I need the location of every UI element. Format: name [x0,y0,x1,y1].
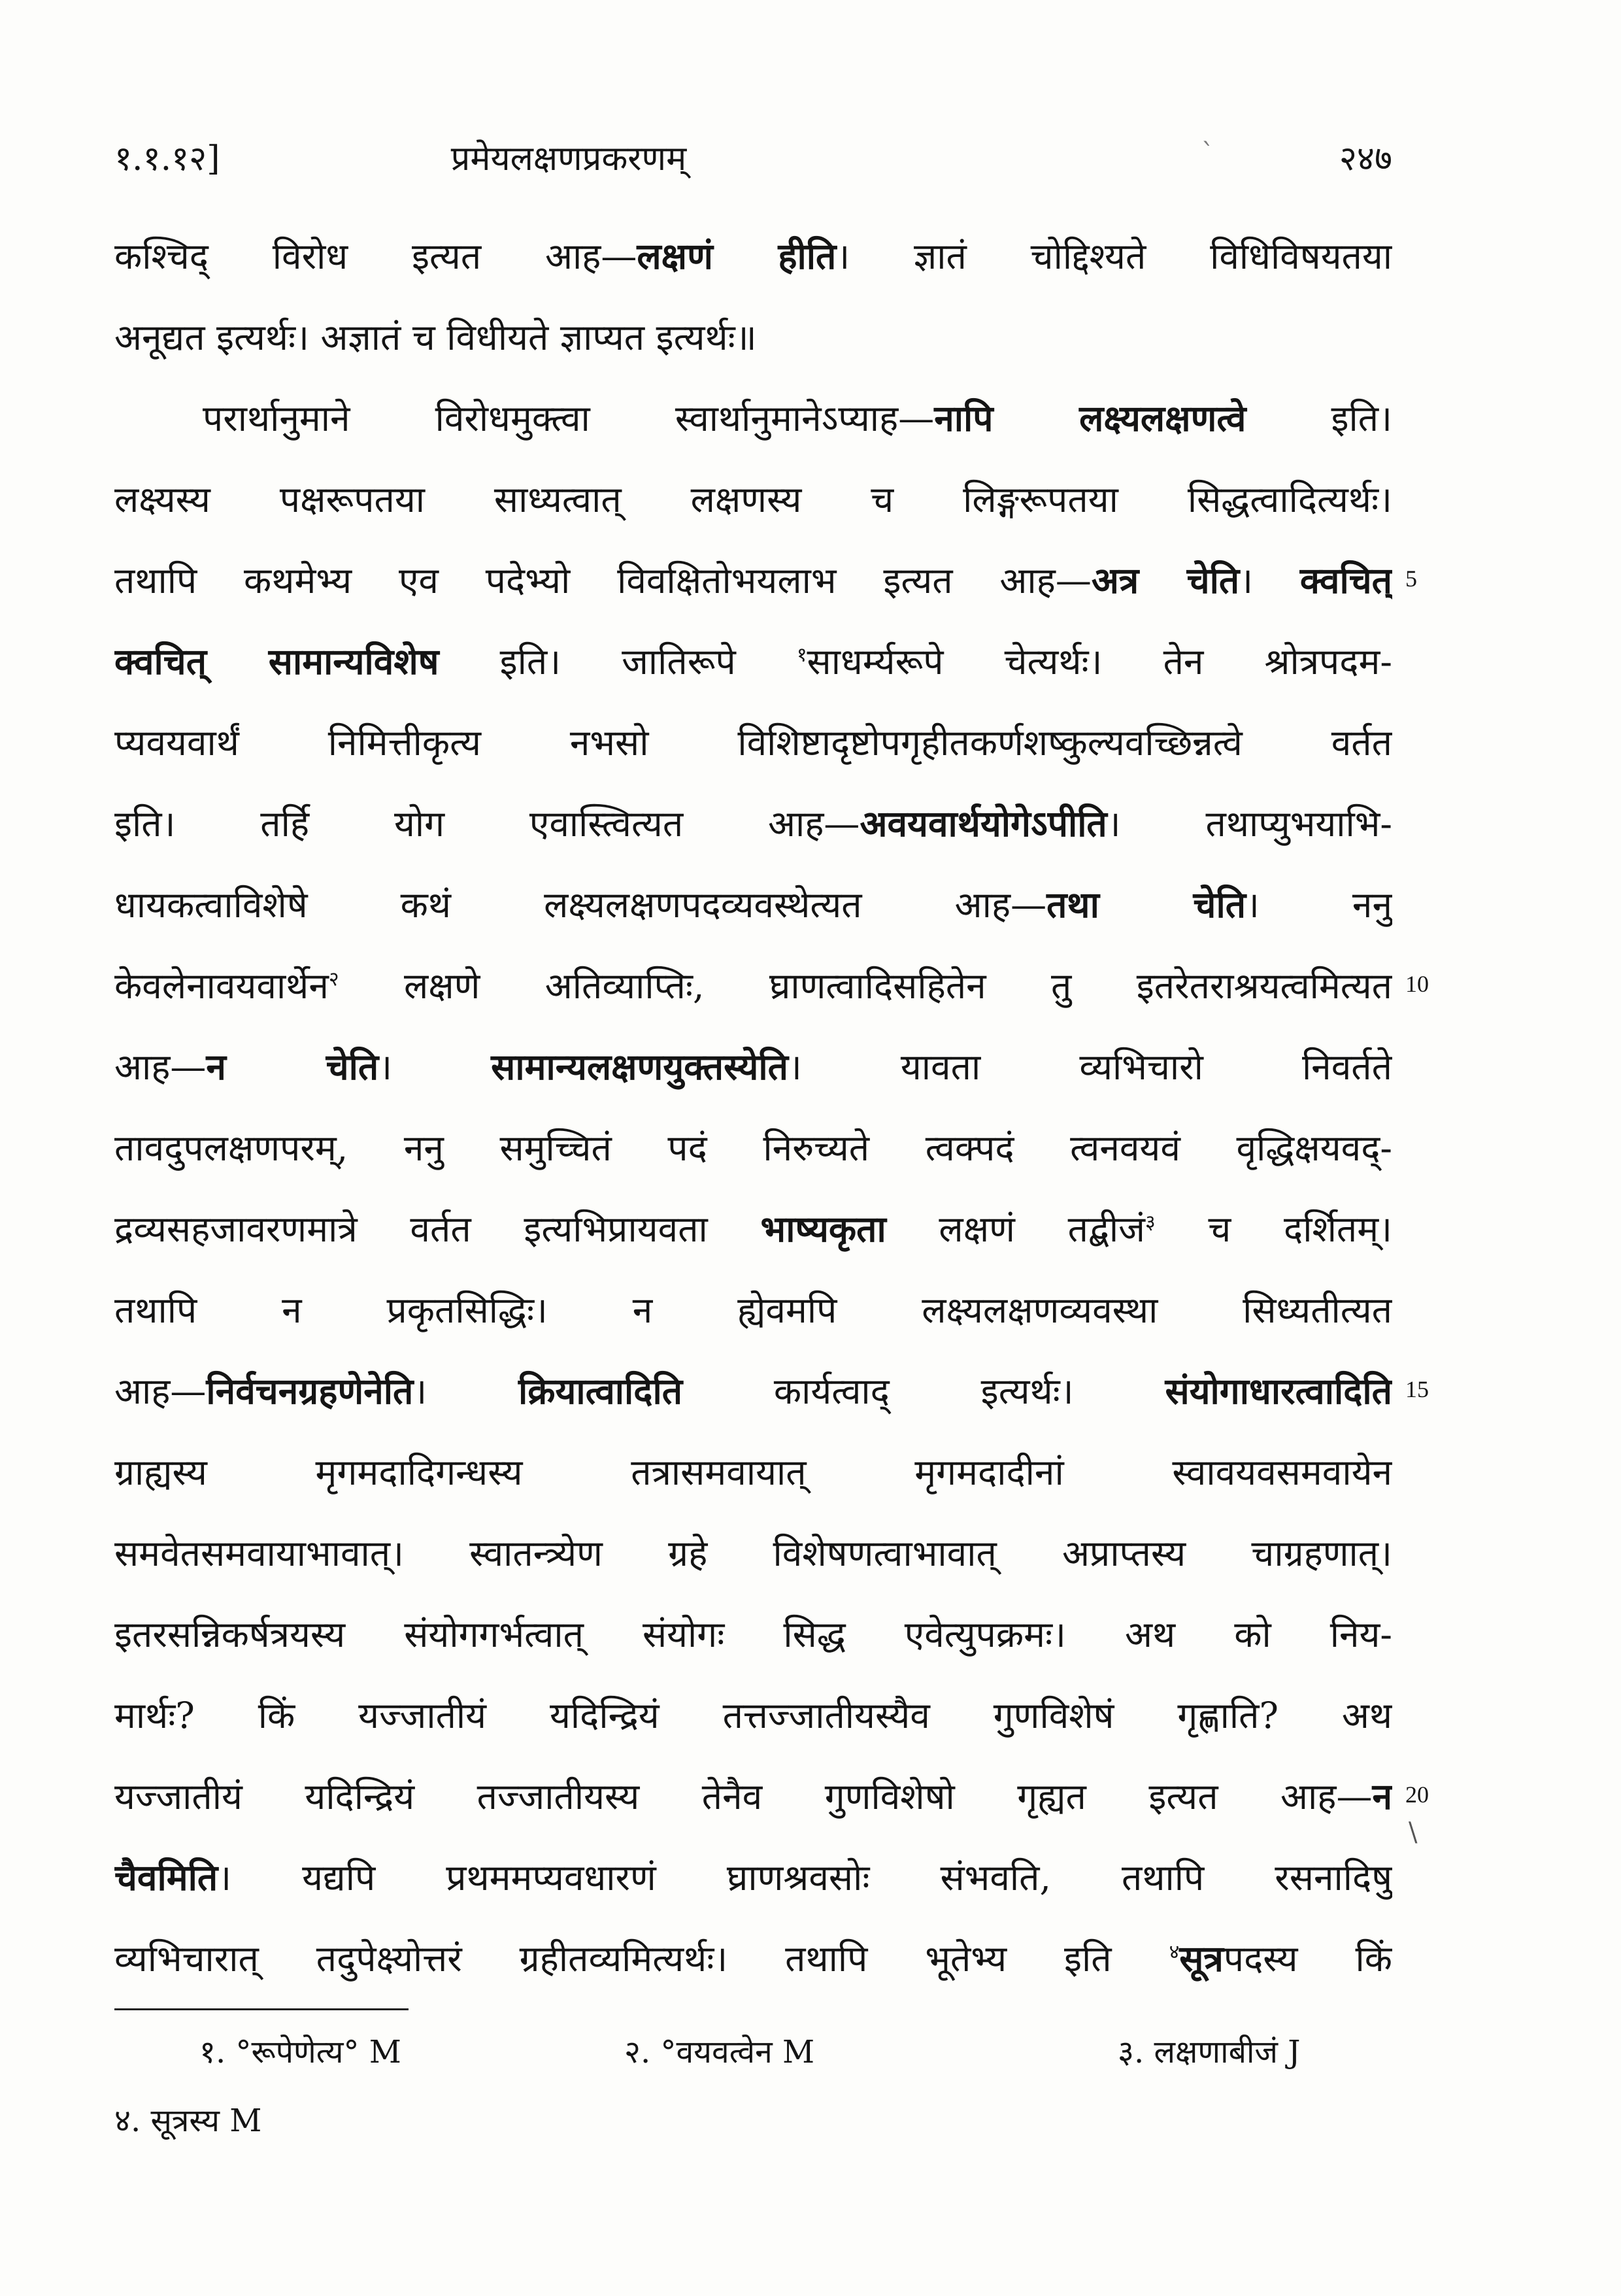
text-segment: लक्षणे अतिव्याप्तिः, घ्राणत्वादिसहितेन तु इतरेतराश्रयत्वमित्यत [339,965,1392,1007]
bold-term: अत्र चेति [1091,559,1240,601]
text-segment: केवलेनावयवार्थेन [114,965,329,1007]
text-line [114,1675,1392,1756]
text-segment: च दर्शितम्। [1155,1208,1392,1250]
body-text [114,216,1392,1999]
text-line [114,783,1392,864]
text-segment: तथापि न प्रकृतसिद्धिः। न ह्येवमपि लक्ष्यलक्षणव्यवस्था सिध्यतीत्यत [114,1289,1392,1331]
text-segment: तावदुपलक्षणपरम्, ननु समुच्चितं पदं निरुच्यते त्वक्पदं त्वनवयवं वृद्धिक्षयवद्- [114,1127,1392,1169]
text-line [114,1756,1392,1837]
text-segment: । [378,1046,492,1088]
bold-term: लक्षणं हीति [637,235,837,277]
text-line [114,216,1392,297]
footnote-1: १. °रूपेणेत्य° M [199,2034,401,2070]
text-line [114,378,1392,459]
text-segment: लक्ष्यस्य पक्षरूपतया साध्यत्वात् लक्षणस्य च लिङ्गरूपतया सिद्धत्वादित्यर्थः। [114,479,1392,520]
text-segment: अनूद्यत इत्यर्थः। अज्ञातं च विधीयते ज्ञाप्यत इत्यर्थः॥ [114,316,757,358]
text-segment: । [413,1370,518,1412]
bold-term: क्वचित् [1299,559,1392,601]
text-segment: आह— [114,1046,207,1088]
line-number: 10 [1405,971,1429,997]
text-line [114,540,1392,621]
text-segment: समवेतसमवायाभावात्। स्वातन्त्र्येण ग्रहे विशेषणत्वाभावात् अप्राप्तस्य चाग्रहणात्। [114,1532,1392,1574]
text-segment: । तथाप्युभयाभि- [1107,803,1392,845]
text-segment: इतरसन्निकर्षत्रयस्य संयोगगर्भत्वात् संयोगः सिद्ध एवेत्युपक्रमः। अथ को निय- [114,1613,1392,1655]
text-segment: । ननु [1246,884,1392,926]
text-segment: पदस्य किं [1223,1938,1392,1980]
line-number: 20 [1405,1781,1429,1808]
footnote-marker: ३ [1145,1211,1156,1234]
text-segment: यज्जातीयं यदिन्द्रियं तज्जातीयस्य तेनैव गुणविशेषो गृह्यत इत्यत आह— [114,1776,1373,1817]
bold-term: तथा चेति [1046,883,1246,926]
text-line [114,1918,1392,1999]
margin-mark: \ [1409,1817,1418,1848]
header-tick-mark: ` [1201,139,1214,169]
text-line [114,1432,1392,1513]
footnote-marker: १ [796,643,807,667]
text-segment: कार्यत्वाद् इत्यर्थः। [682,1370,1165,1412]
bold-term: न [1372,1775,1392,1817]
text-segment: साधर्म्यरूपे चेत्यर्थः। तेन श्रोत्रपदम- [807,641,1392,683]
footnote-marker: ४ [1169,1940,1180,1964]
text-segment: आह— [114,1370,207,1412]
text-segment: मार्थः? किं यज्जातीयं यदिन्द्रियं तत्तज्जातीयस्यैव गुणविशेषं गृह्णाति? अथ [114,1695,1392,1736]
text-segment: । यावता व्यभिचारो निवर्तते [788,1046,1392,1088]
footnote-2: २. °वयवत्वेन M [624,2034,815,2070]
text-line [114,702,1392,783]
bold-term: अवयवार्थयोगेऽपीति [860,802,1107,845]
bold-term: न चेति [206,1045,379,1088]
text-line [114,1594,1392,1675]
text-line [114,945,1392,1026]
text-segment: लक्षणं तद्बीजं [886,1208,1145,1250]
text-line [114,1270,1392,1351]
text-segment: । यद्यपि प्रथममप्यवधारणं घ्राणश्रवसोः संभवति, तथापि रसनादिषु [218,1857,1392,1899]
text-segment: । [1239,560,1300,601]
header-page-number: २४७ [1339,139,1392,178]
text-segment: परार्थानुमाने विरोधमुक्त्वा स्वार्थानुमानेऽप्याह— [203,397,935,439]
bold-term: चैवमिति [114,1856,218,1899]
line-number: 15 [1405,1376,1429,1402]
footnote-rule [114,2008,409,2010]
text-segment: प्यवयवार्थं निमित्तीकृत्य नभसो विशिष्टादृष्टोपगृहीतकर्णशष्कुल्यवच्छिन्नत्वे वर्तत [114,722,1392,764]
text-line [114,1026,1392,1107]
text-segment: ग्राह्यस्य मृगमदादिगन्धस्य तत्रासमवायात् मृगमदादीनां स्वावयवसमवायेन [114,1451,1392,1493]
text-line [114,297,1392,378]
bold-term: सामान्यलक्षणयुक्तस्येति [491,1045,788,1088]
bold-term: भाष्यकृता [760,1207,886,1250]
text-segment: व्यभिचारात् तदुपेक्ष्योत्तरं ग्रहीतव्यमित्यर्थः। तथापि भूतेभ्य इति [114,1938,1169,1980]
bold-term: क्वचित् सामान्यविशेष [114,640,439,683]
text-line [114,864,1392,945]
header-title: प्रमेयलक्षणप्रकरणम् [450,139,687,178]
bold-term: निर्वचनग्रहणेनेति [206,1370,414,1412]
bold-term: संयोगाधारत्वादिति [1165,1370,1392,1412]
footnote-3: ३. लक्षणाबीजं J [1118,2034,1301,2070]
text-segment: द्रव्यसहजावरणमात्रे वर्तत इत्यभिप्रायवता [114,1208,761,1250]
text-segment: तथापि कथमेभ्य एव पदेभ्यो विवक्षितोभयलाभ इत्यत आह— [114,560,1092,601]
text-line [114,1189,1392,1270]
header-section-ref: १.१.१२] [114,139,220,178]
text-segment: इति। जातिरूपे [439,641,797,683]
bold-term: क्रियात्वादिति [518,1370,683,1412]
text-line [114,459,1392,540]
text-line [114,1837,1392,1918]
footnote-marker: २ [328,968,339,991]
text-segment: कश्चिद् विरोध इत्यत आह— [114,235,637,277]
text-segment: इति। [1246,397,1392,439]
text-segment: धायकत्वाविशेषे कथं लक्ष्यलक्षणपदव्यवस्थेत्यत आह— [114,884,1047,926]
bold-term: नापि लक्ष्यलक्षणत्वे [934,397,1246,439]
text-segment: इति। तर्हि योग एवास्त्वित्यत आह— [114,803,860,845]
footnote-4: ४. सूत्रस्य M [114,2102,262,2139]
text-line [114,1513,1392,1594]
text-line [114,621,1392,702]
text-line [114,1351,1392,1432]
line-number: 5 [1405,566,1417,592]
text-line [114,1107,1392,1189]
bold-term: सूत्र [1179,1937,1224,1980]
text-segment: । ज्ञातं चोद्दिश्यते विधिविषयतया [836,235,1392,277]
